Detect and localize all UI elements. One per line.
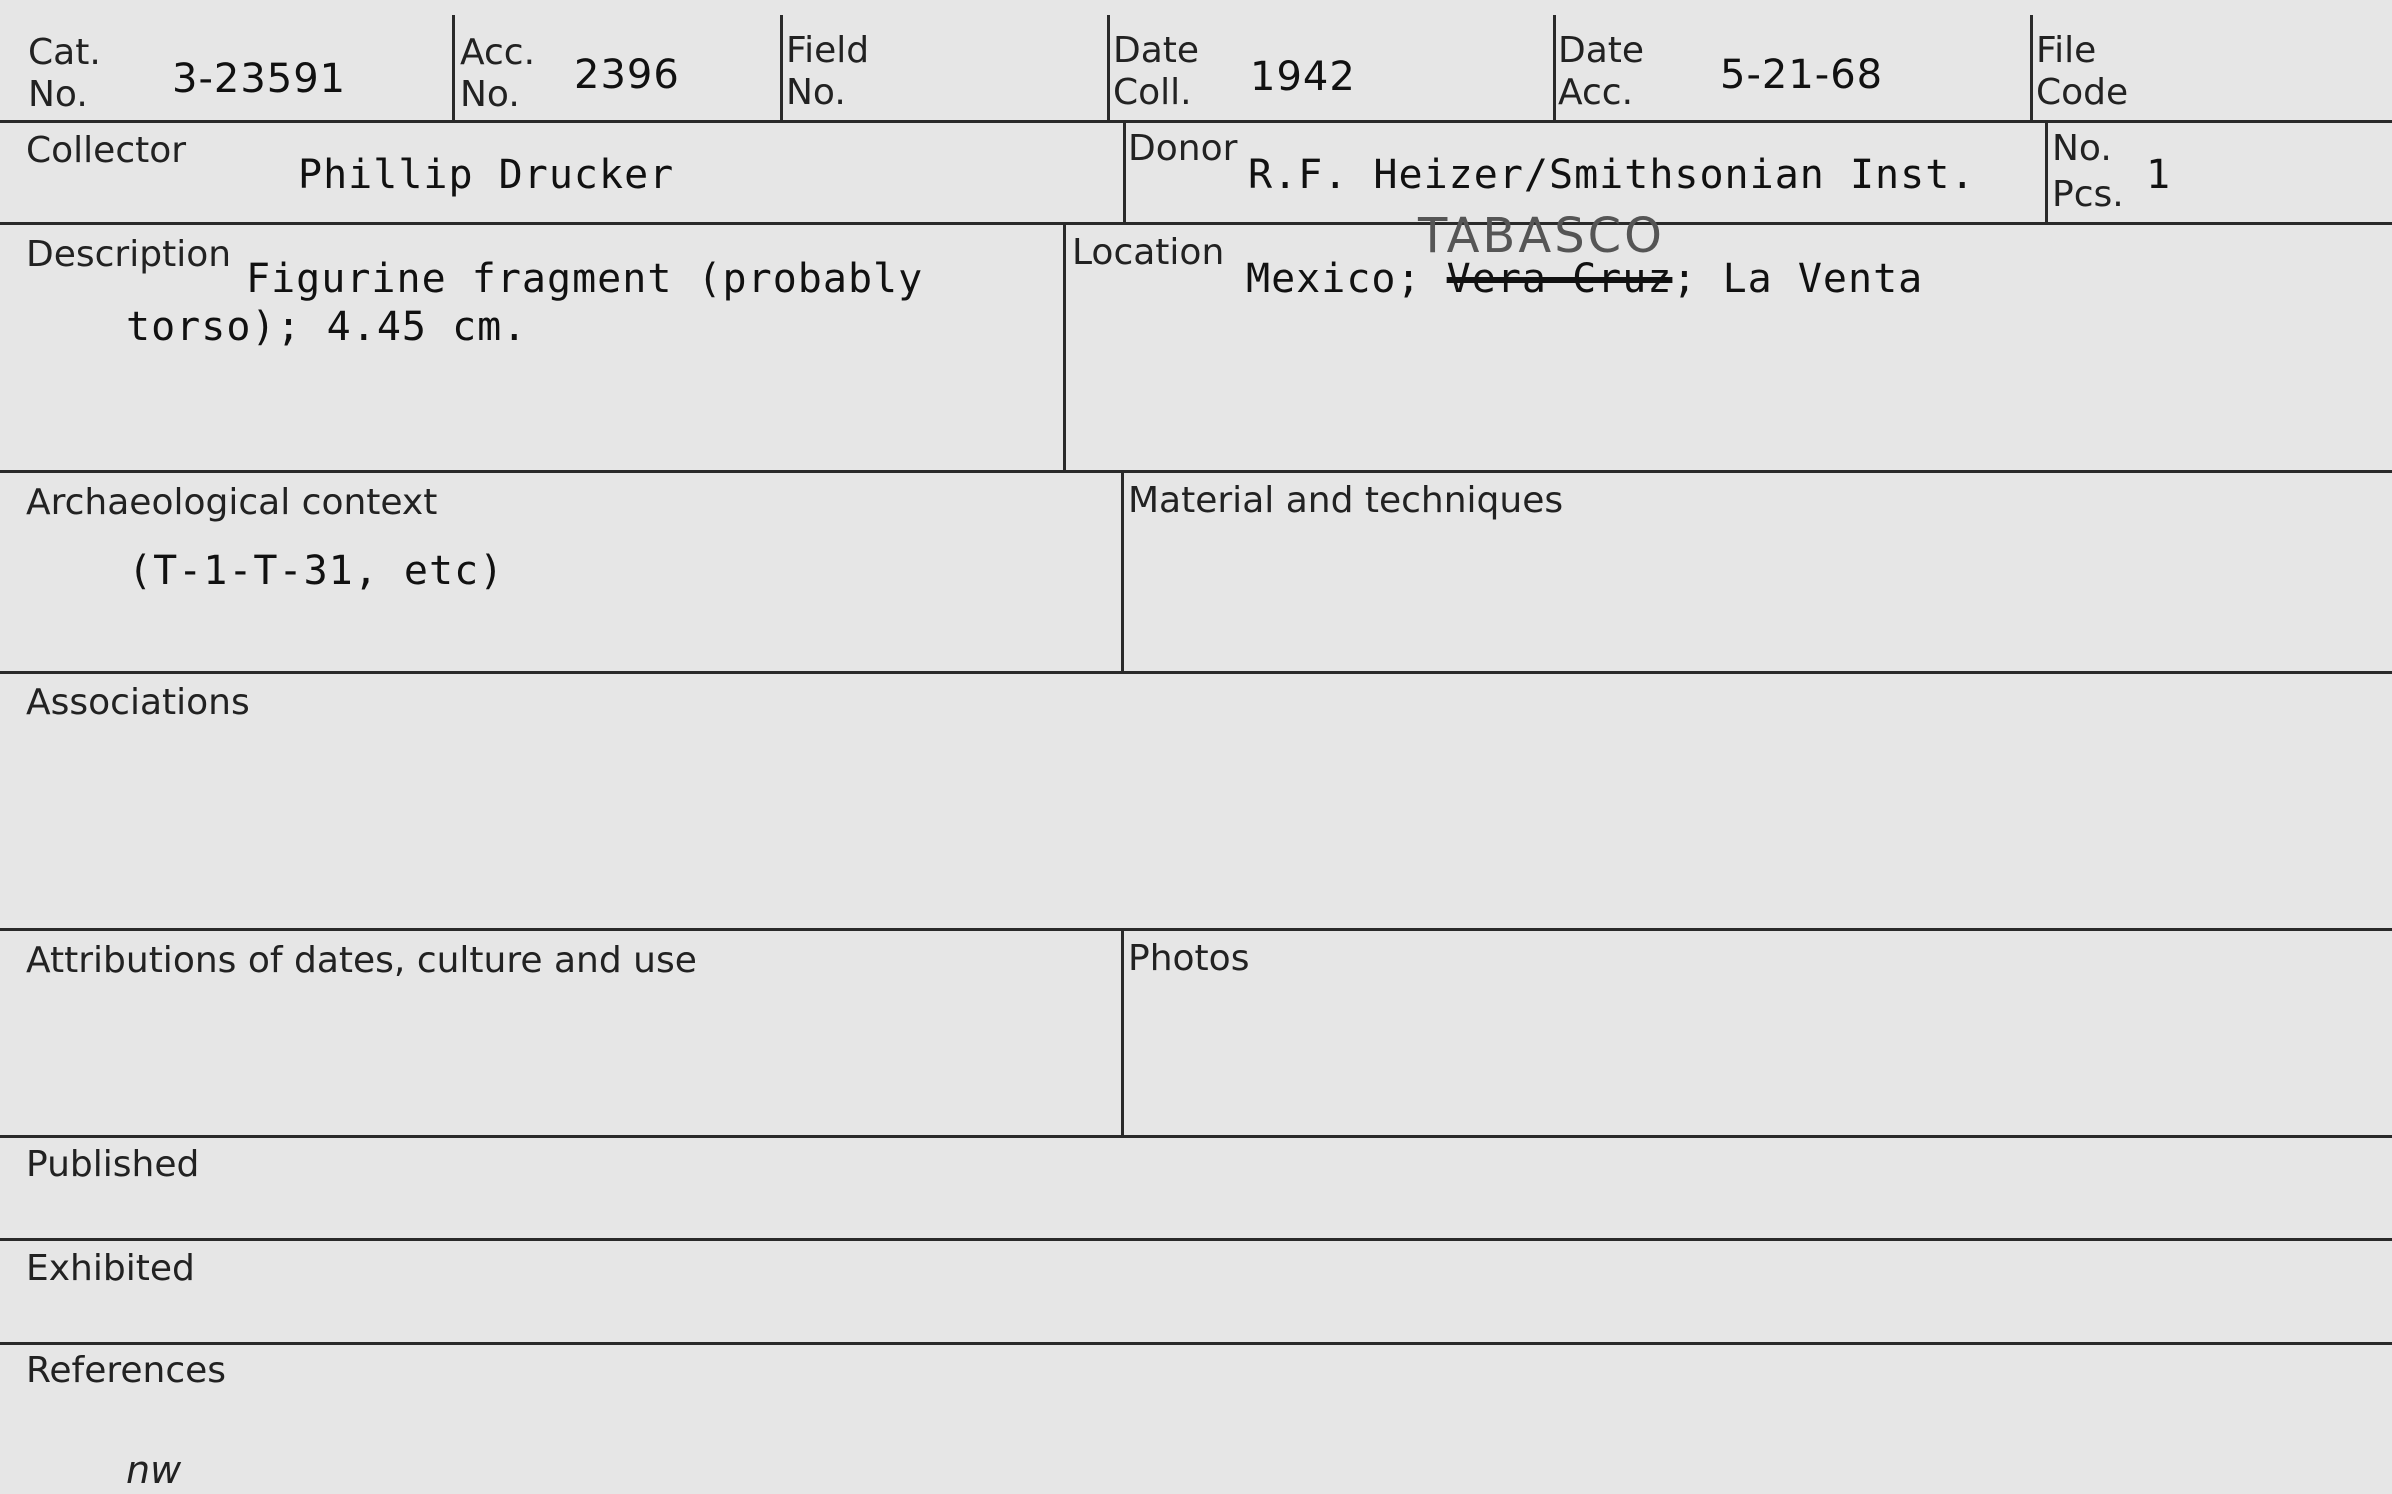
references-label: References xyxy=(26,1350,227,1391)
rule-header-bottom xyxy=(0,120,2392,123)
initials: nw xyxy=(126,1448,182,1492)
description-line-2: torso); 4.45 cm. xyxy=(126,304,528,350)
location-part-1: Mexico; xyxy=(1246,256,1447,302)
rule-v-field xyxy=(780,15,783,120)
file-code-label-2: Code xyxy=(2036,72,2129,113)
rule-associations-bottom xyxy=(0,928,2392,931)
acc-no-value: 2396 xyxy=(574,52,680,98)
acc-no-label-1: Acc. xyxy=(460,32,536,73)
photos-label: Photos xyxy=(1128,938,1250,979)
cat-no-label-2: No. xyxy=(28,74,88,115)
acc-no-label-2: No. xyxy=(460,74,520,115)
rule-context-bottom xyxy=(0,671,2392,674)
field-no-label-1: Field xyxy=(786,30,870,71)
date-coll-label-1: Date xyxy=(1113,30,1200,71)
rule-v-datecoll xyxy=(1107,15,1110,120)
date-coll-value: 1942 xyxy=(1250,54,1356,100)
attributions-label: Attributions of dates, culture and use xyxy=(26,940,697,981)
rule-v-acc xyxy=(452,15,455,120)
archaeological-context-label: Archaeological context xyxy=(26,482,438,523)
donor-label: Donor xyxy=(1128,128,1238,169)
archaeological-context-value: (T-1-T-31, etc) xyxy=(128,548,505,594)
file-code-label-1: File xyxy=(2036,30,2097,71)
collector-value: Phillip Drucker xyxy=(298,152,675,198)
pcs-label-1: No. xyxy=(2052,128,2112,169)
description-line-1: Figurine fragment (probably xyxy=(246,256,924,302)
location-value xyxy=(1246,254,1923,304)
rule-v-dateacc xyxy=(1553,15,1556,120)
field-no-label-2: No. xyxy=(786,72,846,113)
material-label: Material and techniques xyxy=(1128,480,1564,521)
rule-v-location xyxy=(1063,222,1066,470)
pcs-label-2: Pcs. xyxy=(2052,174,2124,215)
description-label: Description xyxy=(26,234,232,275)
location-label: Location xyxy=(1072,232,1225,273)
exhibited-label: Exhibited xyxy=(26,1248,195,1289)
pcs-value: 1 xyxy=(2146,152,2172,198)
cat-no-value: 3-23591 xyxy=(172,56,347,102)
cat-no-label-1: Cat. xyxy=(28,32,101,73)
location-stamp-tabasco: TABASCO xyxy=(1418,208,1665,264)
rule-exhibited-bottom xyxy=(0,1342,2392,1345)
collector-label: Collector xyxy=(26,130,187,171)
date-acc-label-2: Acc. xyxy=(1558,72,1634,113)
date-acc-label-1: Date xyxy=(1558,30,1645,71)
location-struck-text: Vera Cruz xyxy=(1446,256,1673,302)
published-label: Published xyxy=(26,1144,200,1185)
date-acc-value: 5-21-68 xyxy=(1720,52,1884,98)
associations-label: Associations xyxy=(26,682,250,723)
rule-description-bottom xyxy=(0,470,2392,473)
donor-value: R.F. Heizer/Smithsonian Inst. xyxy=(1248,152,1976,198)
date-coll-label-2: Coll. xyxy=(1113,72,1192,113)
rule-published-bottom xyxy=(0,1238,2392,1241)
rule-v-filecode xyxy=(2030,15,2033,120)
rule-v-pcs xyxy=(2045,120,2048,222)
rule-attributions-bottom xyxy=(0,1135,2392,1138)
location-part-2: ; La Venta xyxy=(1672,256,1924,302)
rule-v-material xyxy=(1121,470,1124,671)
rule-v-donor xyxy=(1123,120,1126,222)
rule-collector-bottom xyxy=(0,222,2392,225)
rule-v-photos xyxy=(1121,928,1124,1135)
